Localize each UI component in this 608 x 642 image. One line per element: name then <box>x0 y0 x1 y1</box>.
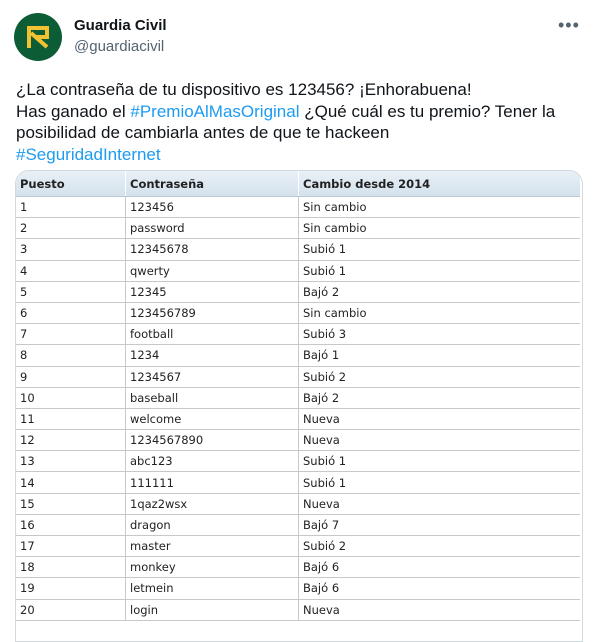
hashtag-link-seguridad[interactable]: #SeguridadInternet <box>16 144 161 164</box>
table-row <box>16 281 580 302</box>
rank-cell: 20 <box>16 599 126 620</box>
table-row <box>16 514 580 535</box>
rank-cell: 18 <box>16 557 126 578</box>
password-ranking-table <box>16 171 580 621</box>
change-cell: Sin cambio <box>299 302 581 323</box>
rank-cell: 17 <box>16 536 126 557</box>
password-cell: 12345678 <box>126 239 299 260</box>
password-cell: welcome <box>126 408 299 429</box>
password-cell: 1234567 <box>126 366 299 387</box>
change-cell: Bajó 7 <box>299 514 581 535</box>
tweet-line-3: posibilidad de cambiarla antes de que te hackeen <box>16 123 390 142</box>
change-cell: Bajó 6 <box>299 557 581 578</box>
rank-cell: 9 <box>16 366 126 387</box>
change-cell: Nueva <box>299 493 581 514</box>
rank-cell: 16 <box>16 514 126 535</box>
table-row <box>16 239 580 260</box>
rank-cell: 12 <box>16 430 126 451</box>
rank-cell: 6 <box>16 302 126 323</box>
table-row <box>16 599 580 620</box>
change-cell: Nueva <box>299 430 581 451</box>
rank-cell: 8 <box>16 345 126 366</box>
tweet-text-fragment: Has ganado el <box>16 101 131 121</box>
table-row <box>16 430 580 451</box>
table-row <box>16 260 580 281</box>
password-cell: 12345 <box>126 281 299 302</box>
change-cell: Subió 1 <box>299 260 581 281</box>
change-cell: Subió 2 <box>299 366 581 387</box>
rank-cell: 14 <box>16 472 126 493</box>
rank-cell: 11 <box>16 408 126 429</box>
change-cell: Subió 1 <box>299 472 581 493</box>
change-cell: Nueva <box>299 408 581 429</box>
rank-cell: 5 <box>16 281 126 302</box>
password-cell: qwerty <box>126 260 299 281</box>
table-row <box>16 408 580 429</box>
change-cell: Nueva <box>299 599 581 620</box>
password-cell: login <box>126 599 299 620</box>
change-cell: Bajó 6 <box>299 578 581 599</box>
tweet-line-1: ¿La contraseña de tu dispositivo es 123456? ¡Enhorabuena! <box>16 80 472 99</box>
table-header-row <box>16 171 580 197</box>
table-row <box>16 218 580 239</box>
table-row <box>16 451 580 472</box>
rank-cell: 1 <box>16 197 126 218</box>
table-row <box>16 345 580 366</box>
password-cell: abc123 <box>126 451 299 472</box>
password-cell: dragon <box>126 514 299 535</box>
password-cell: 1qaz2wsx <box>126 493 299 514</box>
password-cell: 1234 <box>126 345 299 366</box>
tweet-image[interactable] <box>15 170 583 642</box>
table-row <box>16 493 580 514</box>
guardia-civil-emblem-icon <box>14 13 62 61</box>
change-cell: Bajó 2 <box>299 281 581 302</box>
avatar[interactable] <box>14 13 62 61</box>
rank-cell: 10 <box>16 387 126 408</box>
hashtag-link-premio[interactable]: #PremioAlMasOriginal <box>130 101 300 121</box>
change-cell: Sin cambio <box>299 218 581 239</box>
table-row <box>16 387 580 408</box>
change-cell: Subió 1 <box>299 451 581 472</box>
password-cell: 111111 <box>126 472 299 493</box>
table-row <box>16 302 580 323</box>
password-cell: master <box>126 536 299 557</box>
change-cell: Subió 1 <box>299 239 581 260</box>
change-cell: Bajó 2 <box>299 387 581 408</box>
table-row <box>16 197 580 218</box>
table-row <box>16 472 580 493</box>
password-cell: 123456 <box>126 197 299 218</box>
column-header-puesto: Puesto <box>16 171 126 197</box>
table-row <box>16 536 580 557</box>
rank-cell: 7 <box>16 324 126 345</box>
tweet-text <box>16 79 586 165</box>
rank-cell: 2 <box>16 218 126 239</box>
rank-cell: 15 <box>16 493 126 514</box>
rank-cell: 13 <box>16 451 126 472</box>
rank-cell: 19 <box>16 578 126 599</box>
table-row <box>16 578 580 599</box>
table-row <box>16 557 580 578</box>
table-row <box>16 324 580 345</box>
rank-cell: 4 <box>16 260 126 281</box>
password-cell: baseball <box>126 387 299 408</box>
column-header-contrasena: Contraseña <box>126 171 299 197</box>
password-cell: monkey <box>126 557 299 578</box>
change-cell: Subió 2 <box>299 536 581 557</box>
account-handle[interactable]: @guardiacivil <box>74 38 165 55</box>
account-name[interactable]: Guardia Civil <box>74 17 167 34</box>
more-horizontal-icon[interactable]: ••• <box>558 15 580 35</box>
password-cell: password <box>126 218 299 239</box>
rank-cell: 3 <box>16 239 126 260</box>
password-cell: 123456789 <box>126 302 299 323</box>
password-cell: letmein <box>126 578 299 599</box>
tweet-text-fragment: ¿Qué cuál es tu premio? Tener la <box>299 101 556 121</box>
change-cell: Bajó 1 <box>299 345 581 366</box>
change-cell: Subió 3 <box>299 324 581 345</box>
password-cell: football <box>126 324 299 345</box>
table-row <box>16 366 580 387</box>
change-cell: Sin cambio <box>299 197 581 218</box>
column-header-cambio: Cambio desde 2014 <box>299 171 581 197</box>
tweet-line-2 <box>16 101 586 123</box>
password-cell: 1234567890 <box>126 430 299 451</box>
